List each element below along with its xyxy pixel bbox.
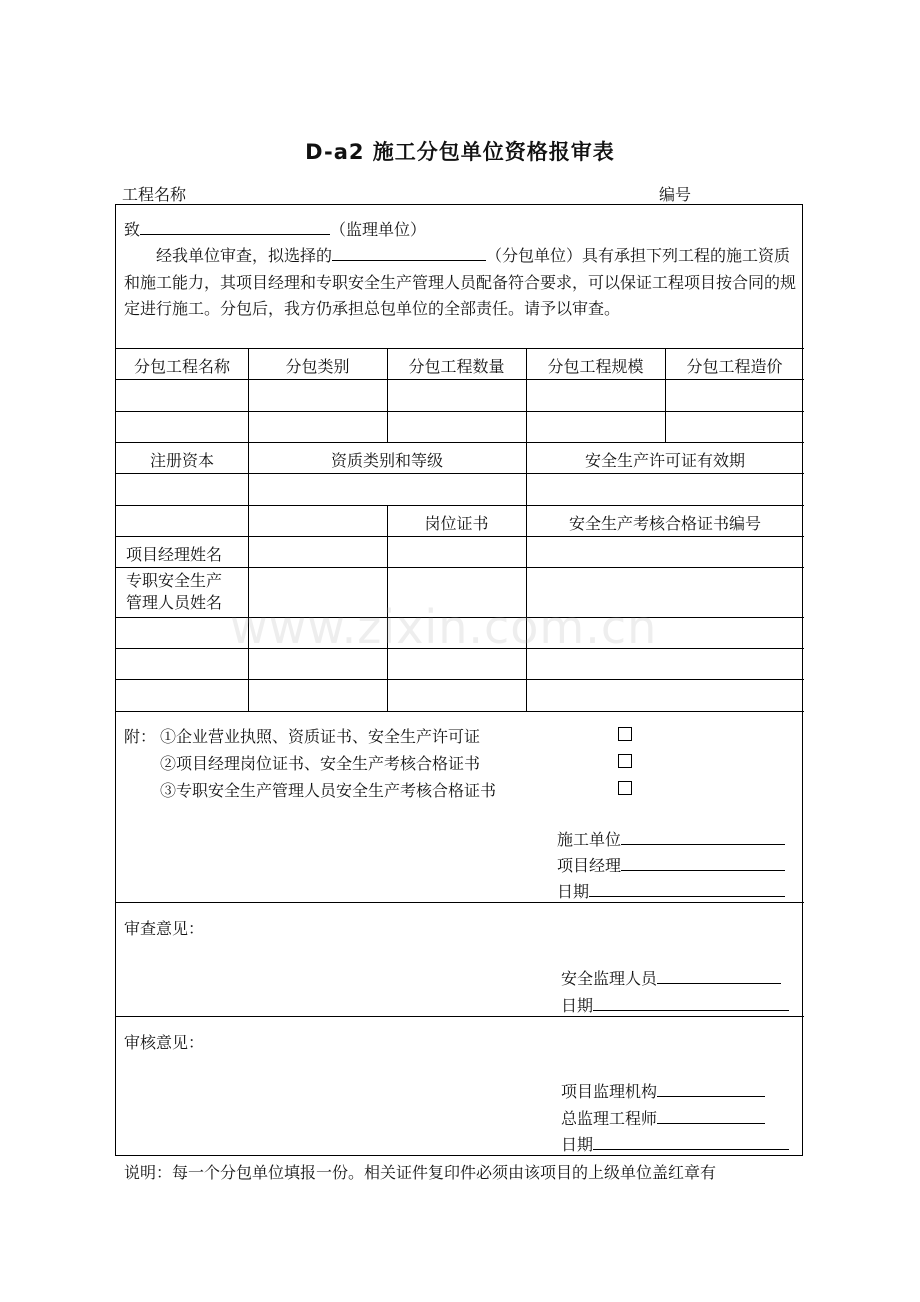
attachment-prefix: 附： — [124, 727, 157, 746]
review-date-label: 日期 — [561, 996, 594, 1015]
row-line — [116, 536, 804, 537]
to-prefix: 致 — [124, 220, 141, 239]
col-header-qualification-grade: 资质类别和等级 — [330, 451, 443, 470]
table-top-border — [116, 348, 804, 349]
number-label: 编号 — [659, 185, 692, 204]
contractor-unit-label: 施工单位 — [557, 830, 622, 849]
intro-paragraph — [124, 243, 800, 323]
review-officer-label: 安全监理人员 — [561, 969, 658, 988]
col-header-safety-license-validity: 安全生产许可证有效期 — [584, 451, 745, 470]
col-header-subcontract-type: 分包类别 — [285, 357, 350, 376]
audit-org-line — [561, 1079, 765, 1102]
row-label-safety-line1: 专职安全生产 — [126, 571, 223, 590]
section-divider — [116, 1016, 804, 1017]
col-header-post-certificate: 岗位证书 — [424, 514, 489, 533]
review-date-line — [561, 993, 789, 1016]
audit-chief-blank[interactable] — [657, 1107, 765, 1124]
checkbox-icon — [618, 754, 632, 768]
to-suffix: （监理单位） — [330, 220, 427, 239]
attachment-item-3: ③专职安全生产管理人员安全生产考核合格证书 — [160, 781, 497, 800]
row-label-safety-line2: 管理人员姓名 — [126, 593, 223, 612]
row-line — [116, 567, 804, 568]
table-bottom-border — [116, 711, 804, 712]
row-label-safety-staff — [126, 570, 222, 614]
contractor-date-line — [557, 879, 785, 902]
contractor-date-label: 日期 — [557, 882, 590, 901]
contractor-pm-label: 项目经理 — [557, 856, 622, 875]
to-line — [124, 217, 426, 240]
audit-chief-line — [561, 1106, 765, 1129]
audit-date-label: 日期 — [561, 1135, 594, 1154]
review-officer-blank[interactable] — [657, 967, 781, 984]
col-line — [248, 348, 249, 711]
attachment-item-1: ①企业营业执照、资质证书、安全生产许可证 — [160, 727, 481, 746]
row-line — [116, 505, 804, 506]
form-title: D-a2 施工分包单位资格报审表 — [305, 140, 615, 164]
supervision-unit-blank[interactable] — [140, 218, 330, 235]
row-line — [116, 473, 804, 474]
subcontractor-blank[interactable] — [332, 244, 486, 261]
row-line — [116, 411, 804, 412]
audit-chief-label: 总监理工程师 — [561, 1109, 658, 1128]
footnote: 说明：每一个分包单位填报一份。相关证件复印件必须由该项目的上级单位盖红章有 — [124, 1163, 717, 1182]
review-date-blank[interactable] — [593, 994, 789, 1011]
intro-part1: 经我单位审查，拟选择的 — [156, 246, 333, 265]
contractor-unit-line — [557, 827, 785, 850]
qualification-form — [115, 204, 803, 1156]
audit-opinion-label: 审核意见： — [124, 1033, 205, 1052]
attachment-checkbox-1[interactable] — [618, 726, 632, 745]
row-line — [116, 379, 804, 380]
checkbox-icon — [618, 727, 632, 741]
row-label-pm-name: 项目经理姓名 — [126, 545, 223, 564]
section-divider — [116, 902, 804, 903]
col-header-subcontract-scale: 分包工程规模 — [547, 357, 644, 376]
audit-org-blank[interactable] — [657, 1080, 765, 1097]
audit-date-blank[interactable] — [593, 1133, 789, 1150]
col-header-subcontract-name: 分包工程名称 — [133, 357, 230, 376]
col-header-registered-capital: 注册资本 — [149, 451, 214, 470]
row-line — [116, 679, 804, 680]
audit-date-line — [561, 1132, 789, 1155]
checkbox-icon — [618, 781, 632, 795]
attachment-checkbox-3[interactable] — [618, 780, 632, 799]
attachment-item-2: ②项目经理岗位证书、安全生产考核合格证书 — [160, 754, 481, 773]
contractor-date-blank[interactable] — [589, 880, 785, 897]
intro-part2: （分包单位）具有承担下列工程的施工资质和施工能力，其项目经理和专职安全生产管理人员配备符合要求，可以保证工程项目按合同的规定进行施工。分包后，我方仍承担总包单位的全部责任。请予以审查。 — [124, 246, 797, 318]
watermark: www.zixin.com.cn — [230, 600, 658, 654]
row-line — [116, 442, 804, 443]
col-header-subcontract-quantity: 分包工程数量 — [408, 357, 505, 376]
review-opinion-label: 审查意见： — [124, 919, 205, 938]
project-name-label: 工程名称 — [122, 185, 187, 204]
col-header-subcontract-cost: 分包工程造价 — [686, 357, 783, 376]
contractor-pm-blank[interactable] — [621, 854, 785, 871]
audit-org-label: 项目监理机构 — [561, 1082, 658, 1101]
col-header-safety-cert-number: 安全生产考核合格证书编号 — [568, 514, 761, 533]
attachment-checkbox-2[interactable] — [618, 753, 632, 772]
contractor-unit-blank[interactable] — [621, 828, 785, 845]
review-officer-line — [561, 966, 781, 989]
contractor-pm-line — [557, 853, 785, 876]
